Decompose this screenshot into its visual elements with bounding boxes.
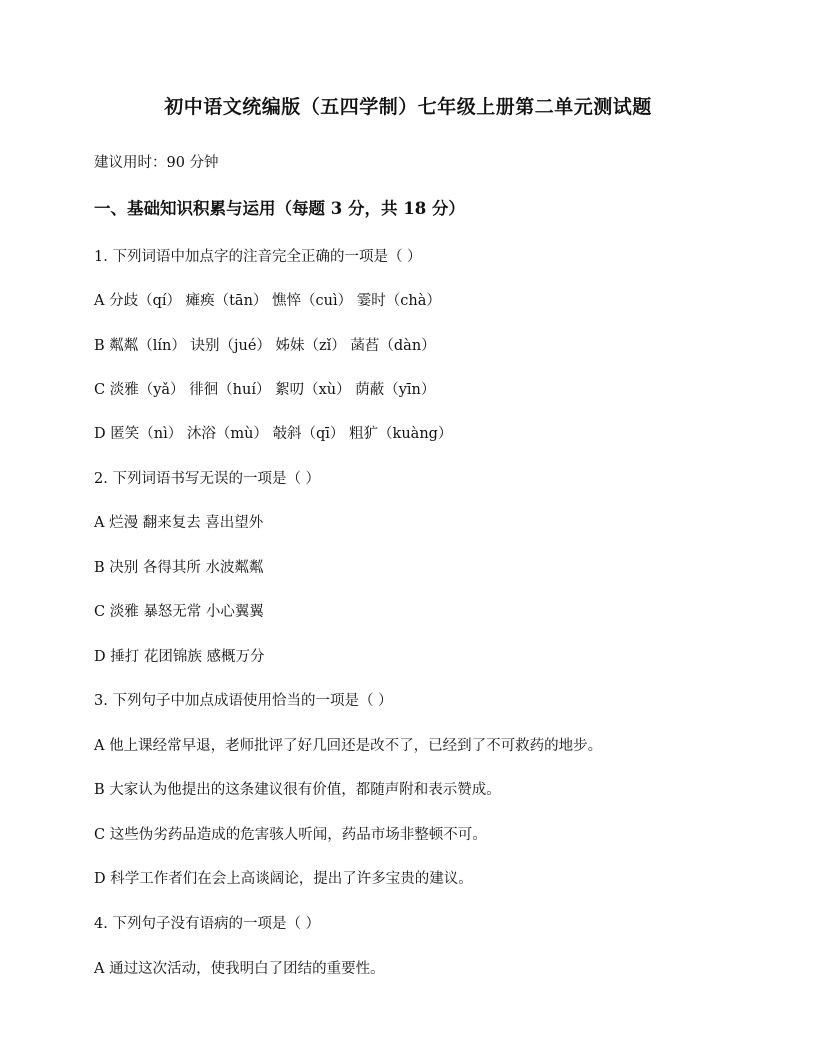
question-2-option-a: A 烂漫 翻来复去 喜出望外 — [94, 515, 264, 531]
question-3-stem: 3. 下列句子中加点成语使用恰当的一项是（ ） — [94, 693, 393, 709]
question-3-option-b: B 大家认为他提出的这条建议很有价值，都随声附和表示赞成。 — [94, 782, 501, 798]
question-4-option-a: A 通过这次活动，使我明白了团结的重要性。 — [94, 961, 385, 977]
section-heading: 一、基础知识积累与运用（每题 3 分，共 18 分） — [94, 199, 465, 218]
document-title: 初中语文统编版（五四学制）七年级上册第二单元测试题 — [164, 96, 652, 118]
question-2-option-b: B 决别 各得其所 水波粼粼 — [94, 560, 264, 576]
question-2-option-d: D 捶打 花团锦族 感概万分 — [94, 649, 265, 665]
question-1-option-b: B 粼粼（lín） 诀别（jué） 姊妹（zǐ） 菡萏（dàn） — [94, 338, 436, 354]
question-1-option-a: A 分歧（qí） 瘫痪（tān） 憔悴（cuì） 霎时（chà） — [94, 293, 441, 309]
suggested-time: 建议用时：90 分钟 — [94, 155, 219, 171]
question-2-stem: 2. 下列词语书写无误的一项是（ ） — [94, 471, 321, 487]
question-2-option-c: C 淡雅 暴怒无常 小心翼翼 — [94, 604, 264, 620]
question-3-option-a: A 他上课经常早退，老师批评了好几回还是改不了，已经到了不可救药的地步。 — [94, 738, 603, 754]
question-4-stem: 4. 下列句子没有语病的一项是（ ） — [94, 916, 321, 932]
question-1-stem: 1. 下列词语中加点字的注音完全正确的一项是（ ） — [94, 249, 422, 265]
question-1-option-d: D 匿笑（nì） 沐浴（mù） 攲斜（qī） 粗犷（kuàng） — [94, 426, 453, 442]
question-1-option-c: C 淡雅（yǎ） 徘徊（huí） 絮叨（xù） 荫蔽（yīn） — [94, 382, 436, 398]
question-3-option-d: D 科学工作者们在会上高谈阔论，提出了许多宝贵的建议。 — [94, 871, 473, 887]
question-3-option-c: C 这些伪劣药品造成的危害骇人听闻，药品市场非整顿不可。 — [94, 827, 487, 843]
